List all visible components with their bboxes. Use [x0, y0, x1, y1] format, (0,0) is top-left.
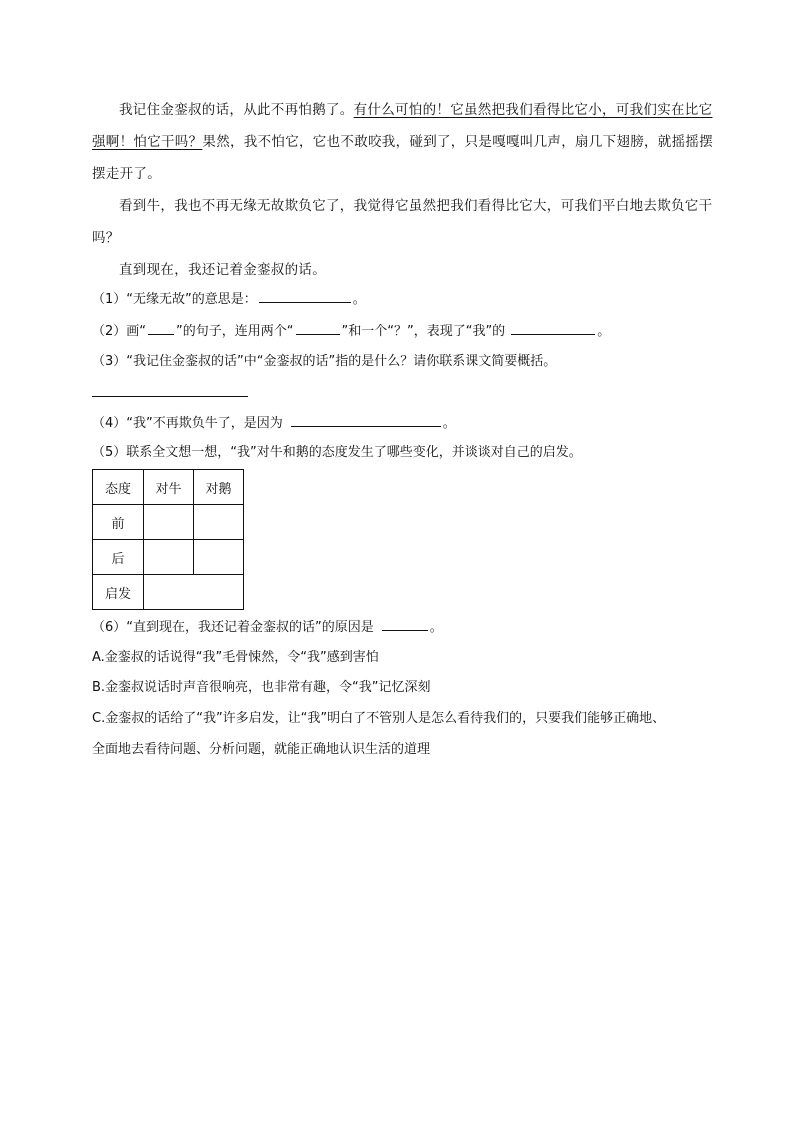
question-2-end: 。: [597, 324, 611, 339]
table-row: [93, 505, 244, 540]
table-header-cell: 态度: [93, 470, 144, 505]
question-4-end: 。: [442, 416, 456, 431]
underlined-sentence: 有什么可怕的！它虽然把我们看得比它小，可我们实在比它强啊！怕它干吗？: [92, 102, 713, 150]
table-row: [93, 470, 244, 505]
question-1-end: 。: [352, 292, 366, 307]
question-2-part-b: ”的句子，连用两个“: [176, 324, 294, 339]
question-6: [92, 616, 443, 638]
answer-cell[interactable]: [194, 540, 244, 575]
table-row-label: 启发: [93, 575, 144, 610]
answer-blank[interactable]: [291, 412, 441, 427]
question-4-text: （4）“我”不再欺负牛了，是因为: [92, 416, 283, 431]
question-1-text: （1）“无缘无故”的意思是：: [92, 292, 257, 307]
passage-paragraph-2: 看到牛，我也不再无缘无故欺负它了，我觉得它虽然把我们看得比它大，可我们平白地去欺负它干吗？: [92, 198, 713, 246]
answer-blank[interactable]: [296, 320, 340, 335]
answer-line[interactable]: [92, 396, 248, 397]
option-b[interactable]: B.金銮叔说话时声音很响亮，也非常有趣，令“我”记忆深刻: [92, 680, 431, 695]
answer-blank[interactable]: [259, 288, 351, 303]
question-3: （3）“我记住金銮叔的话”中“金銮叔的话”指的是什么？请你联系课文简要概括。: [92, 354, 557, 369]
table-row: [93, 540, 244, 575]
table-row-label: 前: [93, 505, 144, 540]
answer-cell[interactable]: [144, 575, 244, 610]
answer-blank[interactable]: [148, 320, 174, 335]
answer-blank[interactable]: [382, 616, 428, 631]
question-2-part-a: （2）画“: [92, 324, 147, 339]
question-1: [92, 288, 366, 310]
passage-paragraph-3: 直到现在，我还记着金銮叔的话。: [119, 262, 326, 278]
table-row-label: 后: [93, 540, 144, 575]
option-a[interactable]: A.金銮叔的话说得“我”毛骨悚然，令“我”感到害怕: [92, 650, 379, 665]
passage-paragraph-1: [92, 94, 722, 190]
answer-cell[interactable]: [144, 505, 194, 540]
passage-text: 我记住金銮叔的话，从此不再怕鹅了。: [119, 102, 354, 118]
question-5: （5）联系全文想一想，“我”对牛和鹅的态度发生了哪些变化，并谈谈对自己的启发。: [92, 445, 582, 460]
option-c-line-2[interactable]: 全面地去看待问题、分析问题，就能正确地认识生活的道理: [92, 742, 431, 757]
table-header-cell: 对牛: [144, 470, 194, 505]
answer-blank[interactable]: [511, 320, 595, 335]
passage-text: 果然，我不怕它，它也不敢咬我，碰到了，只是嘎嘎叫几声，扇几下翅膀，就摇摇摆摆走开了。: [92, 134, 714, 182]
option-c-line-1[interactable]: C.金銮叔的话给了“我”许多启发，让“我”明白了不管别人是怎么看待我们的，只要我们能够正确地、: [92, 711, 666, 726]
question-6-end: 。: [429, 620, 443, 635]
question-4: [92, 412, 456, 434]
attitude-table: [92, 469, 244, 610]
table-row: [93, 575, 244, 610]
answer-cell[interactable]: [144, 540, 194, 575]
question-2-part-c: ”和一个“？”，表现了“我”的: [341, 324, 506, 339]
answer-cell[interactable]: [194, 505, 244, 540]
question-6-text: （6）“直到现在，我还记着金銮叔的话”的原因是: [92, 620, 374, 635]
table-header-cell: 对鹅: [194, 470, 244, 505]
question-2: [92, 320, 610, 342]
